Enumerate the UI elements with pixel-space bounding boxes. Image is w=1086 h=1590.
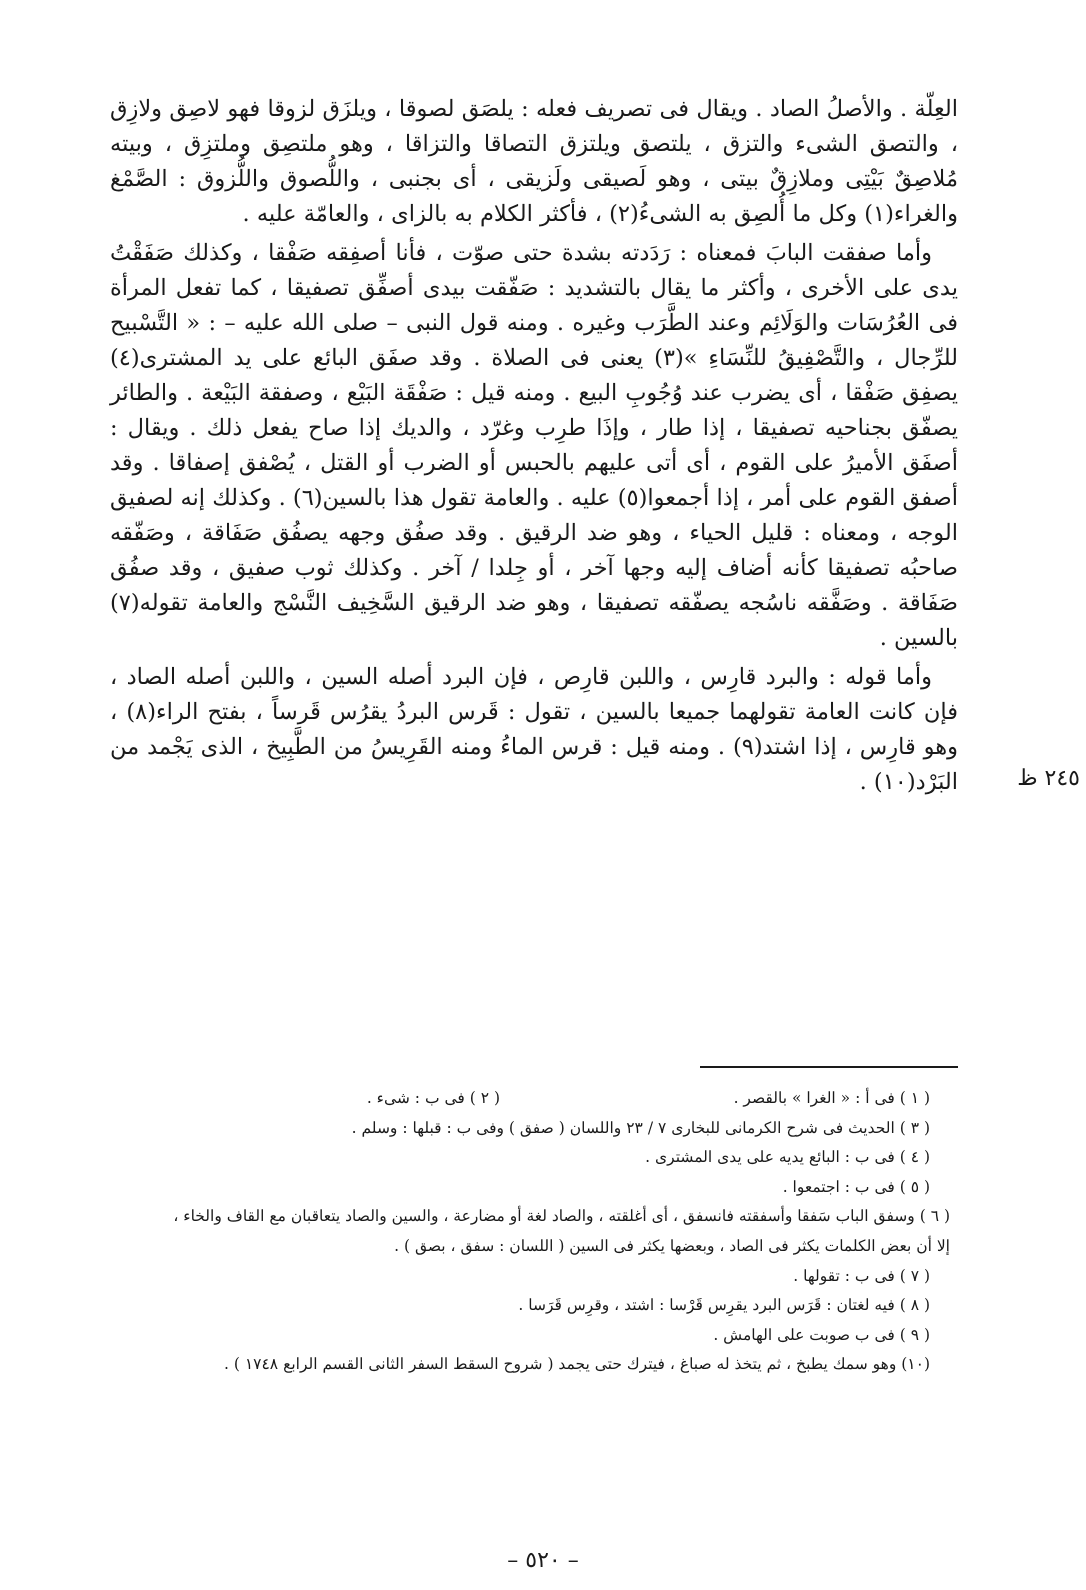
text-line: بجناحيه تصفيقا ، إذا طار ، وإذَا طرِب وغرّد ، والديك إذا صاح يفعل ذلك . ويقال : أصفَق <box>110 415 958 476</box>
footnote-1: ( ١ ) فى أ : « الغرا » بالقصر . <box>733 1089 930 1107</box>
text-line: كأنه أضاف إليه وجها آخر ، أو جِلدا / آخر . وكذلك ثوب صفيق ، وقد صفُق صَفَاقة . <box>110 555 958 616</box>
paragraph-1 <box>110 92 958 232</box>
footnote-5: ( ٥ ) فى ب : اجتمعوا . <box>782 1177 930 1196</box>
text-line: وأما قوله : والبرد قارِس ، واللبن قارِص ، فإن البرد أصله السين ، واللبن أصله الصاد ، <box>110 664 932 690</box>
footnote-row <box>110 1084 930 1114</box>
page-number: – ٥٢٠ – <box>507 1548 579 1573</box>
text-line: الصَّمْغ والغراء(١) وكل ما أُلصِق به الشىءُ(٢) ، فأكثر الكلام به بالزاى ، والعامّة عليه . <box>110 166 958 227</box>
manuscript-folio-note: ٢٤٥ ظ <box>1017 766 1080 791</box>
footnote-10: (١٠) وهو سمك يطبخ ، ثم يتخذ له صباغ ، فيترك حتى يجمد ( شروح السقط السفر الثانى القسم الرابع ١٧٤٨ ) . <box>224 1355 930 1374</box>
text-line: صَفَقْتُ يدى على الأخرى ، وأكثر ما يقال بالتشديد : صَفّقت بيدى أصفِّق تصفيقا ، كما تفعل <box>110 240 958 301</box>
text-line: على أمر ، إذا أجمعوا(٥) عليه . والعامة تقول هذا بالسين(٦) . وكذلك إنه لصفيق الوجه ، <box>110 485 958 546</box>
text-line: ومعناه : قليل الحياء ، وهو ضد الرقيق . وقد صفُق وجهه يصفُق صَفَاقة ، وصَفّقه صاحبُه تصفيقا <box>110 520 958 581</box>
text-line: ولازِق ، والتصق الشىء والتزق ، يلتصق ويلتزق التصاقا والتزاقا ، وهو ملتصِق وملتزِق ، <box>110 96 958 157</box>
text-line: وأما صفقت البابَ فمعناه : رَدَدته بشدة حتى صوّت ، فأنا أصفِقه صَفْقا ، وكذلك <box>183 240 933 266</box>
footnote-8: ( ٨ ) فيه لغتان : قَرَس البرد يقرِس قَرْسا : اشتد ، وقرِس قَرَسا . <box>518 1296 930 1315</box>
footnote-3: ( ٣ ) الحديث فى شرح الكرمانى للبخارى ٧ / ٢٣ واللسان ( صفق ) وفى ب : قبلها : وسلم . <box>351 1118 930 1137</box>
footnote-6: ( ٦ ) وسفق الباب سَفقا وأسفقته فانسفق ، أى أغلقته ، والصاد لغة أو مضارعة ، والسين والصاد يتعاقبان مع القاف والخاء ، <box>173 1207 950 1226</box>
main-text <box>110 92 958 800</box>
text-line: وهو قارِس ، إذا اشتد(٩) . ومنه قيل : قرس الماءُ ومنه القَرِيسُ من الطَّبِيخ ، الذى يَجْمد من <box>110 734 958 760</box>
text-line: وبيته مُلاصِقٌ بَيْتِى وملازِقٌ بيتى ، وهو لَصيقى ولَزيقى ، أى بجنبى ، واللُّصوق واللُّزوق : <box>110 131 959 192</box>
footnote-4: ( ٤ ) فى ب : البائع يديه على يدى المشترى . <box>645 1148 930 1167</box>
footnote-2: ( ٢ ) فى ب : شىء . <box>366 1089 500 1107</box>
text-line: صَفْقا ، أى يضرب عند وُجُوبِ البيع . ومنه قيل : صَفْقَة البَيْع ، وصفقة البَيْعة . والطائر يصفّق <box>110 380 958 441</box>
footnotes <box>110 1084 950 1380</box>
text-line: فإن كانت العامة تقولهما جميعا بالسين ، تقول : قَرس البردُ يقرُس قَرساً ، بفتح الراء(٨) ، <box>110 699 958 725</box>
footnote-9: ( ٩ ) فى ب صوبت على الهامش . <box>713 1325 930 1344</box>
text-line: البَرْد(١٠) . <box>859 769 958 795</box>
footnote-separator <box>700 1066 958 1068</box>
text-line: العِلّة . والأصلُ الصاد . ويقال فى تصريف فعله : يلصَق لصوقا ، ويلزَق لزوقا فهو لاصِق <box>169 96 958 122</box>
footnote-7: ( ٧ ) فى ب : تقولها . <box>793 1266 930 1285</box>
footnote-6-continued: إلا أن بعض الكلمات يكثر فى الصاد ، وبعضها يكثر فى السين ( اللسان : سفق ، بصق ) . <box>394 1236 950 1255</box>
text-line: للرِّجال ، والتَّصْفِيقُ للنِّسَاءِ »(٣) يعنى فى الصلاة . وقد صفَق البائع على يد المشترى(٤) يصفِق <box>110 345 958 406</box>
paragraph-3 <box>110 660 958 800</box>
paragraph-2 <box>110 236 958 656</box>
text-line: المرأة فى العُرُسَات والوَلَائِم وعند الطَّرَب وغيره . ومنه قول النبى – صلى الله عليه – : « التَّسْبيح <box>110 275 958 336</box>
text-line: الأميرُ على القوم ، أى أتى عليهم بالحبس أو الضرب أو القتل ، يُصْفق إصفاقا . وقد أصفق القوم <box>110 450 958 511</box>
text-line: وصَفَّقه ناسُجه يصفّقه تصفيقا ، وهو ضد الرقيق السَّخِيف النَّسْج والعامة تقوله(٧) بالسين . <box>110 590 958 651</box>
